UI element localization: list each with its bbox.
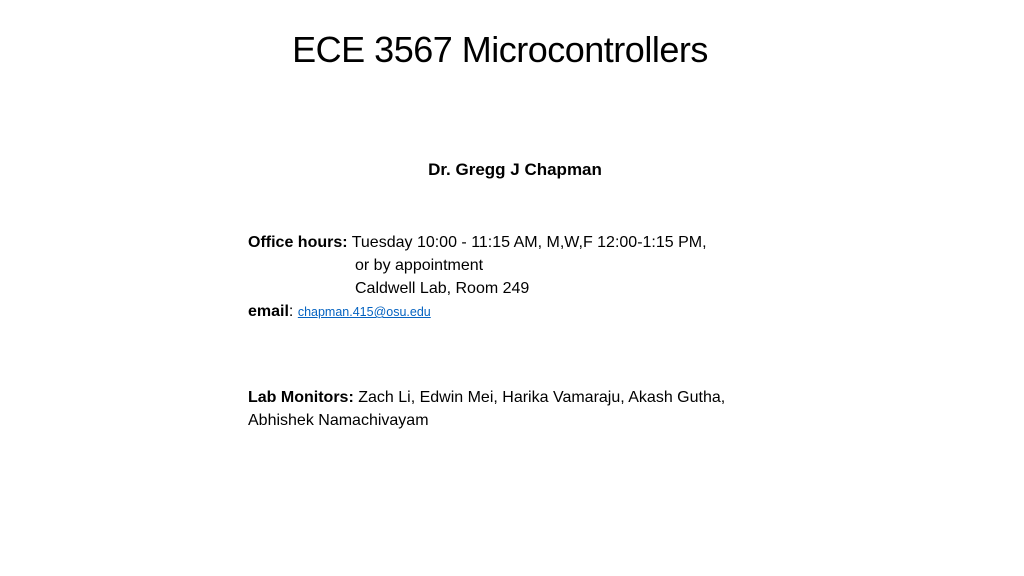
presenter-name: Dr. Gregg J Chapman <box>428 160 602 179</box>
email-line <box>248 300 808 324</box>
lab-monitors <box>248 386 788 432</box>
office-hours-appointment: or by appointment <box>355 257 484 274</box>
lab-monitors-names-1: Zach Li, Edwin Mei, Harika Vamaraju, Akash Gutha, <box>358 389 726 406</box>
office-hours-label: Office hours: <box>248 234 348 251</box>
lab-monitors-names-2: Abhishek Namachivayam <box>248 412 429 429</box>
office-hours-times: Tuesday 10:00 - 11:15 AM, M,W,F 12:00-1:15 PM, <box>351 234 707 251</box>
email-label: email <box>248 303 289 320</box>
office-hours-line <box>248 231 808 254</box>
email-link[interactable]: chapman.415@osu.edu <box>297 305 431 319</box>
lab-monitors-label: Lab Monitors: <box>248 389 354 406</box>
lab-monitors-line-1 <box>248 386 788 409</box>
email-separator: : <box>288 303 294 320</box>
slide-title: ECE 3567 Microcontrollers <box>292 29 708 70</box>
contact-info <box>248 231 808 324</box>
office-location: Caldwell Lab, Room 249 <box>355 280 530 297</box>
